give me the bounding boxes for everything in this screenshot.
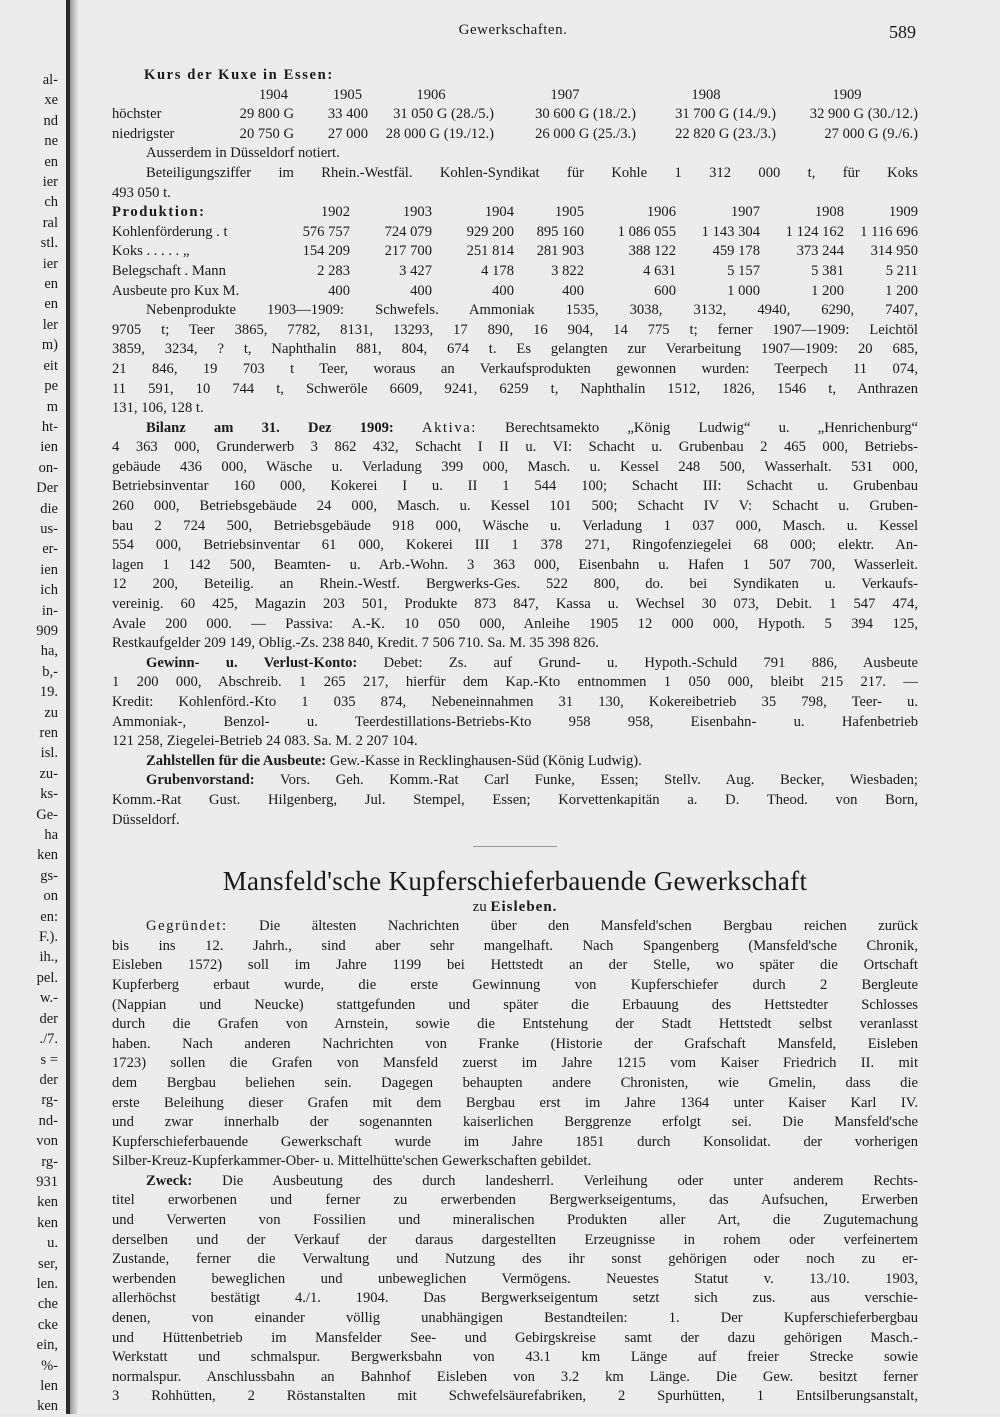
produktion-cell: 3 822 (551, 262, 584, 279)
kurs-row-label: niedrigster (112, 125, 175, 142)
margin-fragment: en (44, 276, 58, 293)
margin-fragment: ken (37, 1194, 58, 1211)
zweck-text: Die Ausbeutung des durch landesherrl. Verleihung oder unter anderem Rechts- (222, 1172, 918, 1189)
kurs-cell: 22 820 G (23./3.) (675, 125, 776, 142)
margin-fragment: eit (43, 357, 58, 374)
margin-fragment: die (40, 500, 58, 517)
produktion-year: 1909 (888, 204, 918, 221)
kurs-table (112, 86, 918, 145)
produktion-cell: 251 814 (466, 243, 514, 260)
produktion-years-row (112, 203, 918, 223)
produktion-year: 1905 (554, 204, 584, 221)
margin-fragment: u. (47, 1235, 58, 1252)
nebenprodukte-line: Nebenprodukte 1903—1909: Schwefels. Ammoniak 1535, 3038, 3132, 4940, 6290, 7407, (146, 302, 918, 319)
produktion-cell: 373 244 (796, 243, 844, 260)
kurs-heading: Kurs der Kuxe in Essen: (144, 67, 334, 83)
kurs-year: 1906 (416, 86, 446, 103)
kurs-row (112, 125, 918, 145)
grubenvorstand-text: Vors. Geh. Komm.-Rat Carl Funke, Essen; Stellv. Aug. Becker, Wiesbaden; (279, 772, 918, 789)
kurs-cell: 27 000 (327, 125, 368, 142)
produktion-cell: 1 200 (885, 282, 918, 299)
margin-fragment: zu (44, 704, 58, 721)
margin-fragment: er- (42, 541, 58, 558)
margin-fragment: rg- (41, 1153, 58, 1170)
nebenprodukte-line: 21 846, 19 703 t Teer, woraus an Verkaufsprodukten gewonnen wurden: Teerpech 11 074, (112, 360, 918, 377)
produktion-cell: 5 211 (885, 262, 918, 279)
gegruendet-first-line (112, 917, 918, 937)
produktion-year: 1907 (730, 204, 760, 221)
bilanz-line: 12 200, Beteilig. an Rhein.-Westf. Bergwerks-Ges. 522 800, do. bei Syndikaten u. Verkaufs- (112, 576, 918, 593)
bilanz-line: Avale 200 000. — Passiva: A.-K. 10 050 000, Anleihe 1905 12 000 000, Hypoth. 5 394 125, (112, 615, 918, 632)
margin-fragment: pe (44, 378, 58, 395)
produktion-row-label: Belegschaft . Mann (112, 262, 226, 279)
kurs-cell: 31 050 G (28./5.) (393, 106, 494, 123)
gewinn-text: Debet: Zs. auf Grund- u. Hypoth.-Schuld 791 886, Ausbeute (383, 654, 918, 671)
produktion-heading: Produktion: (112, 204, 206, 221)
gegruendet-line: dem Bergbau beliehen sein. Dagegen behaupten andere Chronisten, wie Gmelin, dass die (112, 1074, 918, 1091)
bilanz-line: Betriebsinventar 160 000, Kokerei I u. II 1 544 100; Schacht III: Schacht u. Grubenbau (112, 478, 918, 495)
kurs-note: Ausserdem in Düsseldorf notiert. (146, 145, 340, 162)
produktion-year: 1908 (814, 204, 844, 221)
produktion-cell: 1 086 055 (617, 223, 676, 240)
nebenprodukte-line: 3859, 3234, ? t, Naphthalin 881, 804, 674 t. Es gelangten zur Verarbeitung 1907—1909: 20 685, (112, 341, 918, 358)
kurs-cell: 20 750 G (239, 125, 294, 142)
grubenvorstand-line: Düsseldorf. (112, 811, 180, 828)
margin-fragment: ken (37, 847, 58, 864)
margin-fragment: ha (44, 827, 58, 844)
produktion-cell: 576 757 (302, 223, 350, 240)
margin-fragment: isl. (40, 745, 58, 762)
produktion-cell: 459 178 (712, 243, 760, 260)
section-divider (473, 846, 557, 847)
margin-fragment: 19. (39, 684, 58, 701)
bilanz-line: 260 000, Betriebsgebäude 24 000, Masch. u. Kessel 101 500; Schacht IV V: Schacht u. Gruben- (112, 498, 918, 515)
produktion-cell: 724 079 (384, 223, 432, 240)
page-header (110, 22, 916, 44)
produktion-cell: 314 950 (870, 243, 918, 260)
gewinn-line: 1 200 000, Abschreib. 1 265 217, hierfür dem Kap.-Kto entnommen 1 050 000, bleibt 215 217. — (112, 674, 918, 691)
grubenvorstand-first-line (112, 771, 918, 791)
produktion-cell: 4 178 (481, 262, 514, 279)
margin-fragment: ren (39, 725, 58, 741)
gewinn-line: Ammoniak-, Benzol- u. Teerdestillations-Betriebs-Kto 958 958, Eisenbahn- u. Hafenbetrieb (112, 713, 918, 730)
nebenprodukte-line: 11 591, 10 744 t, Schweröle 6609, 9241, 6259 t, Naphthalin 1512, 1826, 1546 t, Anthrazen (112, 380, 918, 397)
margin-fragment: pel. (36, 969, 58, 986)
zahlstellen-text: Gew.-Kasse in Recklinghausen-Süd (König Ludwig). (329, 752, 642, 769)
margin-fragment: der (39, 1071, 58, 1088)
gegruendet-line: bis ins 12. Jahrh., sind aber sehr mangelhaft. Nach Spangenberg (Mansfeld'sche Chronik, (112, 937, 918, 954)
company-title: Mansfeld'sche Kupferschieferbauende Gewerkschaft (222, 866, 808, 897)
produktion-row-label: Ausbeute pro Kux M. (112, 282, 240, 299)
zweck-line: denen, von einander völlig unabhängigen Bestandteilen: 1. Der Kupferschieferbergbau (112, 1310, 918, 1327)
produktion-cell: 2 283 (317, 262, 350, 279)
margin-fragment: ich (40, 582, 58, 599)
bilanz-first-line (112, 419, 918, 439)
zweck-line: titel erworbenen und ferner zu erwerbenden Bergwerkseigentums, das Aufsuchen, Erwerben (112, 1192, 918, 1209)
page-number: 589 (889, 22, 916, 42)
bilanz-line: lagen 1 142 500, Beamten- u. Arb.-Wohn. 3 363 000, Eisenbahn u. Hafen 1 507 700, Wasserleit. (112, 556, 918, 573)
kurs-year: 1909 (832, 86, 862, 103)
produktion-cell: 281 903 (536, 243, 584, 260)
kurs-row-label: höchster (112, 106, 162, 123)
margin-fragment: ken (37, 1214, 58, 1231)
company-city: Eisleben. (490, 899, 558, 916)
gewinn-first-line (112, 654, 918, 674)
bilanz-line: 554 000, Betriebsinventar 61 000, Kokerei III 1 378 271, Ringofenziegelei 68 000; elektr. An- (112, 537, 918, 554)
margin-fragment: ier (42, 255, 58, 272)
bilanz-line: vereinig. 60 425, Magazin 203 501, Produkte 873 847, Kassa u. Wechsel 30 073, Debit. 1 547 474, (112, 596, 918, 613)
kurs-year: 1904 (258, 86, 288, 103)
margin-fragment: b,- (42, 663, 58, 680)
margin-fragment: len (40, 1378, 58, 1394)
produktion-cell: 1 143 304 (701, 223, 760, 240)
produktion-cell: 1 116 696 (860, 223, 918, 240)
kurs-year: 1905 (332, 86, 362, 103)
margin-fragment: zu- (39, 765, 58, 782)
produktion-row (112, 262, 918, 282)
adjacent-page-margin (0, 70, 62, 1417)
margin-fragment: m) (41, 337, 58, 354)
bilanz-heading: Bilanz am 31. Dez 1909: (146, 419, 394, 436)
produktion-cell: 154 209 (302, 243, 350, 260)
kurs-cell: 29 800 G (239, 106, 294, 123)
gegruendet-text: Die ältesten Nachrichten über den Mansfeld'schen Bergbau reichen zurück (259, 918, 918, 935)
margin-fragment: che (37, 1296, 58, 1313)
margin-fragment: ch (44, 194, 58, 211)
produktion-cell: 217 700 (384, 243, 432, 260)
margin-fragment: ral (42, 214, 58, 231)
gegruendet-line: durch die Grafen von Arnstein, sowie die Entstehung der Stadt Hettstedt selbst veranlasst (112, 1016, 918, 1033)
gewinn-line: Kredit: Kohlenförd.-Kto 1 035 874, Nebeneinnahmen 31 130, Kokereibetrieb 35 798, Teer- u. (112, 694, 918, 710)
aktiva-label: Aktiva: (421, 419, 477, 436)
margin-fragment: on- (38, 459, 58, 476)
margin-fragment: %- (41, 1357, 58, 1374)
kurs-cell: 31 700 G (14./9.) (675, 106, 776, 123)
margin-fragment: w.- (40, 990, 58, 1007)
zweck-line: allerhöchst bestätigt 4./1. 1904. Das Bergwerkseigentum setzt sich zus. aus verschie- (112, 1290, 918, 1307)
margin-fragment: gs- (40, 867, 58, 884)
kurs-quota-line: Beteiligungsziffer im Rhein.-Westfäl. Kohlen-Syndikat für Kohle 1 312 000 t, für Koks (146, 164, 918, 181)
kurs-row (112, 105, 918, 125)
margin-fragment: ein, (36, 1337, 58, 1354)
produktion-row-label: Koks . . . . . „ (112, 243, 190, 260)
gegruendet-line: erste Beleihung dieser Grafen mit dem Bergbau erst im Jahre 1364 unter Kaiser Karl IV. (112, 1094, 918, 1111)
margin-fragment: xe (44, 92, 58, 109)
kurs-cell: 30 600 G (18./2.) (535, 106, 636, 123)
gegruendet-label: Gegründet: (146, 918, 228, 935)
margin-fragment: Ge- (36, 806, 58, 823)
produktion-row (112, 223, 918, 243)
margin-fragment: en (44, 153, 58, 170)
margin-fragment: ha, (40, 643, 58, 660)
zahlstellen-line (112, 752, 918, 772)
page-fold-shadow (70, 0, 78, 1414)
zweck-line: und Hüttenbetrieb im Mansfelder See- und Gebirgskreise samt der dazu gehörigen Masch.- (112, 1329, 918, 1346)
gegruendet-line: Kupferschieferbauende Gewerkschaft wurde im Jahre 1851 durch Konsolidat. der vorherigen (112, 1133, 918, 1150)
gegruendet-line: Silber-Kreuz-Kupferkammer-Ober- u. Mittelhütte'schen Gewerkschaften gebildet. (112, 1153, 592, 1170)
gewinn-line: 121 258, Ziegelei-Betrieb 24 083. Sa. M. 2 207 104. (112, 733, 418, 750)
zweck-line: und Verwerten von Fossilien und mineralischen Produkten aller Art, die Zugutemachung (112, 1212, 918, 1229)
margin-fragment: ien (40, 439, 58, 456)
margin-fragment: ler (42, 316, 58, 333)
zweck-label: Zweck: (146, 1172, 193, 1189)
margin-fragment: m (46, 398, 58, 415)
zweck-first-line (112, 1172, 918, 1192)
grubenvorstand-heading: Grubenvorstand: (146, 772, 255, 789)
company-subtitle (112, 897, 918, 917)
margin-fragment: cke (37, 1316, 58, 1333)
grubenvorstand-line: Komm.-Rat Gust. Hilgenberg, Jul. Stempel, Essen; Korvettenkapitän a. D. Theod. von Born, (112, 791, 918, 808)
produktion-cell: 1 124 162 (785, 223, 844, 240)
produktion-table (112, 203, 918, 301)
margin-fragment: 909 (36, 622, 58, 639)
subtitle-prefix: zu (472, 899, 487, 916)
bilanz-text: Berechtsamekto „König Ludwig“ u. „Henrichenburg“ (505, 419, 918, 436)
produktion-year: 1906 (646, 204, 676, 221)
zweck-line: werbenden beweglichen und unbeweglichen Vermögens. Neuestes Statut v. 13./10. 1903, (112, 1270, 918, 1287)
gegruendet-line: und zwar innerhalb der sogenannten kaiserlichen Berggrenze erfolgt sei. Die Mansfeld'sche (112, 1114, 918, 1131)
kurs-year: 1908 (691, 86, 721, 103)
produktion-cell: 1 000 (727, 282, 760, 299)
gegruendet-line: (Nappian und Neucke) stattgefunden und später die Erbauung des Hettstedter Schlosses (112, 996, 918, 1013)
kurs-cell: 28 000 G (19./12.) (385, 125, 494, 142)
margin-fragment: en: (40, 908, 58, 925)
produktion-cell: 4 631 (643, 262, 676, 279)
produktion-cell: 600 (654, 282, 676, 299)
produktion-cell: 5 157 (727, 262, 760, 279)
margin-fragment: in- (41, 602, 58, 619)
margin-fragment: ih., (39, 949, 58, 966)
margin-fragment: ks- (40, 786, 58, 803)
margin-fragment: der (39, 1010, 58, 1027)
produktion-cell: 1 200 (811, 282, 844, 299)
margin-fragment: ne (44, 133, 58, 150)
kurs-quota-line: 493 050 t. (112, 184, 171, 201)
zahlstellen-heading: Zahlstellen für die Ausbeute: (146, 752, 327, 769)
margin-fragment: ien (40, 561, 58, 578)
margin-fragment: F.). (39, 929, 58, 946)
margin-fragment: s = (40, 1051, 58, 1068)
kurs-cell: 33 400 (327, 106, 368, 123)
nebenprodukte-line: 9705 t; Teer 3865, 7782, 8131, 13293, 17 890, 16 904, 14 775 t; ferner 1907—1909: Leichtöl (112, 321, 918, 338)
nebenprodukte-line: 131, 106, 128 t. (112, 400, 204, 417)
produktion-year: 1904 (484, 204, 514, 221)
margin-fragment: ier (42, 174, 58, 191)
produktion-year: 1903 (402, 204, 432, 221)
gegruendet-line: 1723) sollen die Grafen von Mansfeld zuerst im Jahre 1215 vom Kaiser Friedrich II. mit (112, 1055, 918, 1072)
gegruendet-line: Eisleben 1572) soll im Jahre 1199 bei Hettstedt an der Stelle, wo später die Ortschaft (112, 957, 918, 974)
kurs-cell: 26 000 G (25./3.) (535, 125, 636, 142)
kurs-year: 1907 (550, 86, 580, 103)
produktion-row (112, 242, 918, 262)
page-body (112, 66, 918, 1407)
margin-fragment: nd (43, 112, 58, 129)
kurs-cell: 32 900 G (30./12.) (809, 106, 918, 123)
zweck-line: 3 Rohhütten, 2 Röstanstalten mit Schwefelsäurefabriken, 2 Spurhütten, 1 Entsilberungsanstalt, (112, 1388, 918, 1405)
zweck-line: derselben und der Verkauf der daraus dargestellten Erzeugnisse in rohem oder verfeinertem (112, 1231, 918, 1248)
bilanz-line: Restkaufgelder 209 149, Oblig.-Zs. 238 840, Kredit. 7 506 710. Sa. M. 35 398 826. (112, 635, 599, 652)
zweck-line: Zustande, ferner die Verwaltung und Nutzung des ihr sonst gehörigen oder noch zu er- (112, 1251, 918, 1268)
margin-fragment: on (43, 888, 58, 905)
margin-fragment: rg- (41, 1092, 58, 1109)
zweck-line: normalspur. Anschlussbahn an Bahnhof Eisleben von 3.2 km Länge. Die Gew. besitzt ferner (112, 1368, 918, 1385)
produktion-row-label: Kohlenförderung . t (112, 223, 228, 240)
running-title: Gewerkschaften. (458, 22, 568, 38)
margin-fragment: ./7. (39, 1031, 58, 1048)
margin-fragment: en (44, 296, 58, 313)
gewinn-heading: Gewinn- u. Verlust-Konto: (146, 654, 358, 671)
produktion-cell: 895 160 (536, 223, 584, 240)
gegruendet-line: haben. Nach anderen Nachrichten von Franke (Historie der Grafschaft Mansfeld, Eisleben (112, 1035, 918, 1052)
margin-fragment: ser, (38, 1255, 58, 1272)
produktion-cell: 400 (328, 282, 350, 299)
margin-fragment: von (36, 1133, 58, 1150)
margin-fragment: stl. (40, 235, 58, 252)
produktion-cell: 400 (492, 282, 514, 299)
kurs-cell: 27 000 G (9./6.) (824, 125, 918, 142)
margin-fragment: 931 (36, 1173, 58, 1190)
produktion-cell: 400 (410, 282, 432, 299)
bilanz-line: bau 2 724 500, Betriebsgebäude 918 000, Wäsche u. Verladung 1 037 000, Masch. u. Kessel (112, 517, 918, 534)
margin-fragment: nd- (38, 1112, 58, 1129)
margin-fragment: ken (37, 1398, 58, 1415)
margin-fragment: us- (40, 520, 58, 537)
margin-fragment: len. (36, 1275, 58, 1292)
margin-fragment: al- (42, 72, 58, 88)
produktion-cell: 400 (562, 282, 584, 299)
produktion-row (112, 282, 918, 302)
produktion-cell: 388 122 (628, 243, 676, 260)
bilanz-line: 4 363 000, Grunderwerb 3 862 432, Schacht I II u. VI: Schacht u. Grubenbau 2 465 000, Betriebs- (112, 439, 918, 456)
produktion-year: 1902 (320, 204, 350, 221)
zweck-line: Werkstatt und schmalspur. Bergwerksbahn von 43.1 km Länge auf freier Strecke sowie (112, 1349, 918, 1366)
kurs-years-row (112, 86, 918, 106)
margin-fragment: Der (36, 480, 58, 497)
gegruendet-line: Kupferberg erbaut wurde, die erste Gewinnung von Kupferschiefer durch 2 Bergleute (112, 976, 918, 993)
produktion-cell: 929 200 (466, 223, 514, 240)
produktion-cell: 3 427 (399, 262, 432, 279)
bilanz-line: gebäude 436 000, Wäsche u. Verladung 399 000, Masch. u. Kessel 248 500, Wasserhalt. 531 000, (112, 458, 918, 475)
produktion-cell: 5 381 (811, 262, 844, 279)
margin-fragment: ht- (41, 418, 58, 435)
